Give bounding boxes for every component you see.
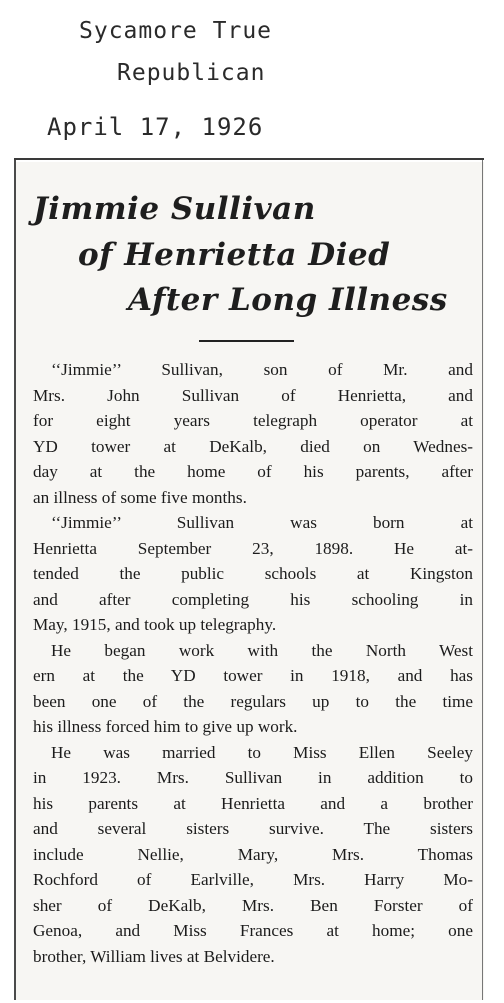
clipping-top-rule (14, 158, 484, 160)
article-line: Rochford of Earlville, Mrs. Harry Mo- (33, 870, 473, 889)
article-line: ‘‘Jimmie’’ Sullivan was born at (51, 513, 473, 532)
headline-line-2: of Henrietta Died (78, 237, 391, 273)
article-line: and after completing his schooling in (33, 589, 473, 609)
article-line: Henrietta September 23, 1898. He at- (33, 538, 473, 558)
article-line: ‘‘Jimmie’’ Sullivan, son of Mr. and (51, 360, 473, 379)
article-line: brother, William lives at Belvidere. (33, 946, 275, 966)
article-line: an illness of some five months. (33, 487, 247, 507)
clipping-left-rule (14, 160, 16, 1000)
article-line: sher of DeKalb, Mrs. Ben Forster of (33, 895, 473, 915)
article-line: his illness forced him to give up work. (33, 717, 298, 736)
publication-name-line-1: Sycamore True (79, 18, 273, 44)
clipping-right-rule (482, 160, 483, 1000)
article-line: ern at the YD tower in 1918, and has (33, 666, 473, 685)
publication-name-line-2: Republican (117, 60, 266, 86)
headline-line-1: Jimmie Sullivan (33, 191, 316, 227)
article-line: He began work with the North West (51, 640, 473, 660)
headline-divider (199, 340, 294, 342)
headline-line-3: After Long Illness (128, 282, 448, 318)
article-line: May, 1915, and took up telegraphy. (33, 615, 277, 634)
article-line: his parents at Henrietta and a brother (33, 793, 473, 813)
article-line: tended the public schools at Kingston (33, 564, 473, 583)
article-line: day at the home of his parents, after (33, 462, 473, 481)
article-line: and several sisters survive. The sisters (33, 819, 473, 838)
article-body (33, 357, 473, 969)
article-line: He was married to Miss Ellen Seeley (51, 742, 473, 762)
article-line: been one of the regulars up to the time (33, 691, 473, 711)
article-line: for eight years telegraph operator at (33, 411, 473, 430)
publication-date: April 17, 1926 (47, 113, 264, 141)
article-line: in 1923. Mrs. Sullivan in addition to (33, 768, 473, 787)
article-line: include Nellie, Mary, Mrs. Thomas (33, 844, 473, 864)
article-line: YD tower at DeKalb, died on Wednes- (33, 436, 473, 456)
article-line: Genoa, and Miss Frances at home; one (33, 921, 473, 940)
article-line: Mrs. John Sullivan of Henrietta, and (33, 385, 473, 405)
